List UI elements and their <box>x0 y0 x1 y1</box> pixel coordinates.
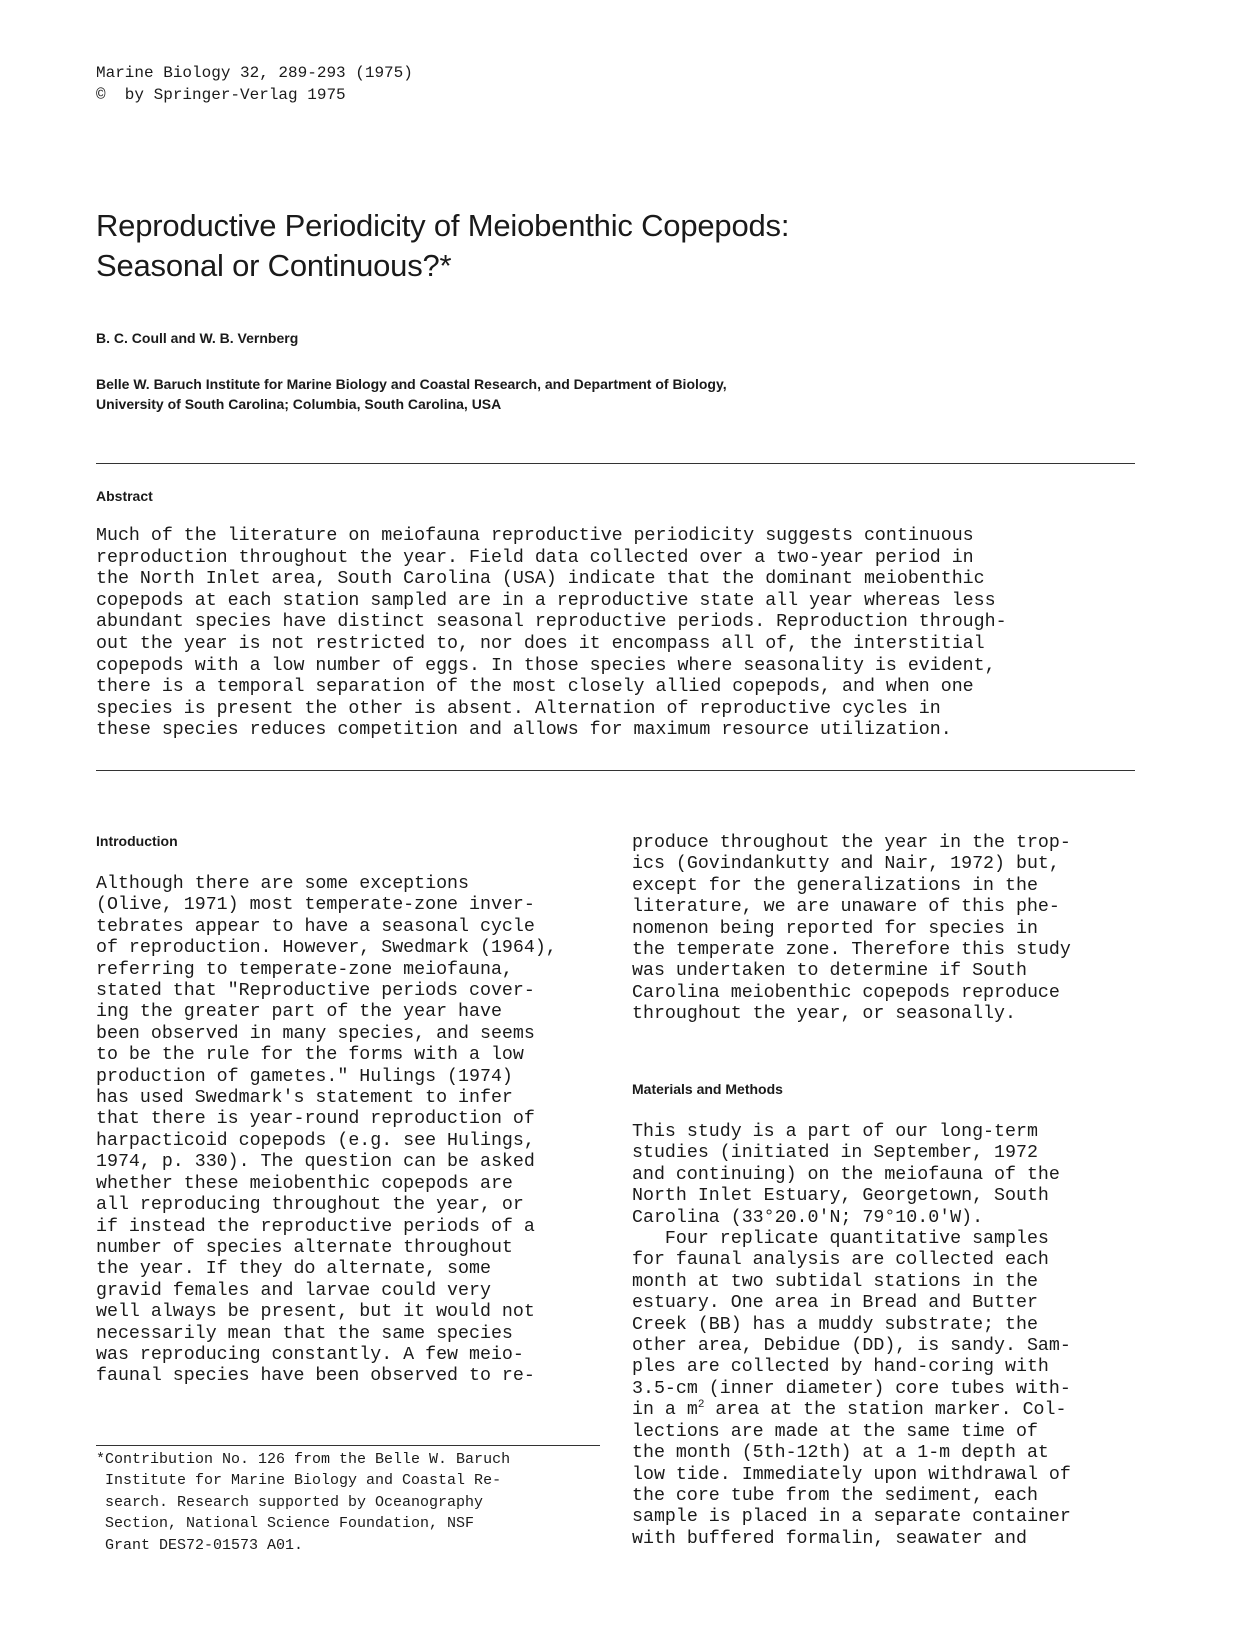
body-line: with buffered formalin, seawater and <box>632 1528 1027 1549</box>
abstract-line: these species reduces competition and allows for maximum resource utilization. <box>96 720 952 741</box>
body-line: month at two subtidal stations in the <box>632 1271 1038 1292</box>
body-line: the year. If they do alternate, some <box>96 1259 491 1280</box>
footnote-line: Grant DES72-01573 A01. <box>96 1536 304 1554</box>
body-line-with-superscript <box>632 1400 1071 1421</box>
body-line: referring to temperate-zone meiofauna, <box>96 959 513 980</box>
body-line: to be the rule for the forms with a low <box>96 1045 524 1066</box>
body-line: nomenon being reported for species in <box>632 918 1038 939</box>
body-line: was reproducing constantly. A few meio- <box>96 1344 524 1365</box>
body-line: North Inlet Estuary, Georgetown, South <box>632 1186 1049 1207</box>
journal-citation: Marine Biology 32, 289-293 (1975) <box>96 64 413 82</box>
methods-body <box>632 1122 1071 1550</box>
body-line: except for the generalizations in the <box>632 875 1038 896</box>
body-line: all reproducing throughout the year, or <box>96 1195 524 1216</box>
abstract-body <box>96 526 1007 742</box>
footnote <box>96 1449 510 1556</box>
footnote-line: Section, National Science Foundation, NSF <box>96 1515 475 1533</box>
body-line: ics (Govindankutty and Nair, 1972) but, <box>632 854 1060 875</box>
abstract-top-rule <box>96 463 1135 464</box>
abstract-line: there is a temporal separation of the most closely allied copepods, and when one <box>96 677 974 698</box>
paper-title-line-1: Reproductive Periodicity of Meiobenthic Copepods: <box>96 208 790 243</box>
footnote-line: Institute for Marine Biology and Coastal Re- <box>96 1472 502 1490</box>
body-line: if instead the reproductive periods of a <box>96 1216 535 1237</box>
body-line: 3.5-cm (inner diameter) core tubes with- <box>632 1378 1071 1399</box>
body-line: Carolina meiobenthic copepods reproduce <box>632 982 1060 1003</box>
body-line: Four replicate quantitative samples <box>632 1229 1049 1250</box>
journal-copyright: © by Springer-Verlag 1975 <box>96 86 346 104</box>
abstract-line: species is present the other is absent. Alternation of reproductive cycles in <box>96 698 941 719</box>
paper-title <box>96 206 789 286</box>
journal-header <box>96 62 413 106</box>
body-line: studies (initiated in September, 1972 <box>632 1143 1038 1164</box>
body-line: ples are collected by hand-coring with <box>632 1357 1049 1378</box>
body-line: ing the greater part of the year have <box>96 1002 502 1023</box>
body-line: Carolina (33°20.0'N; 79°10.0'W). <box>632 1207 984 1228</box>
abstract-line: copepods with a low number of eggs. In those species where seasonality is evident, <box>96 655 996 676</box>
body-line: number of species alternate throughout <box>96 1237 513 1258</box>
footnote-line: *Contribution No. 126 from the Belle W. Baruch <box>96 1451 511 1468</box>
body-line: gravid females and larvae could very <box>96 1280 491 1301</box>
paper-authors: B. C. Coull and W. B. Vernberg <box>96 330 299 346</box>
abstract-line: abundant species have distinct seasonal reproductive periods. Reproduction through- <box>96 612 1007 633</box>
body-line: for faunal analysis are collected each <box>632 1250 1049 1271</box>
introduction-heading: Introduction <box>96 833 178 849</box>
body-line: been observed in many species, and seems <box>96 1023 535 1044</box>
introduction-body <box>96 874 557 1388</box>
body-line: 1974, p. 330). The question can be asked <box>96 1152 535 1173</box>
affiliation-line-1: Belle W. Baruch Institute for Marine Biology and Coastal Research, and Department of Biology, <box>96 376 727 392</box>
body-line: production of gametes." Hulings (1974) <box>96 1066 513 1087</box>
body-line: Creek (BB) has a muddy substrate; the <box>632 1314 1038 1335</box>
footnote-rule <box>96 1445 600 1446</box>
footnote-line: search. Research supported by Oceanography <box>96 1493 484 1511</box>
body-line: other area, Debidue (DD), is sandy. Sam- <box>632 1336 1071 1357</box>
body-line: was undertaken to determine if South <box>632 961 1027 982</box>
body-line: necessarily mean that the same species <box>96 1323 513 1344</box>
abstract-bottom-rule <box>96 770 1135 771</box>
body-line: has used Swedmark's statement to infer <box>96 1088 513 1109</box>
body-line: harpacticoid copepods (e.g. see Hulings, <box>96 1130 535 1151</box>
body-line: that there is year-round reproduction of <box>96 1109 535 1130</box>
body-line: whether these meiobenthic copepods are <box>96 1173 513 1194</box>
body-line: (Olive, 1971) most temperate-zone inver- <box>96 895 535 916</box>
body-line: This study is a part of our long-term <box>632 1122 1038 1142</box>
sup-line-text: area at the station marker. Col- <box>704 1400 1067 1421</box>
body-line: lections are made at the same time of <box>632 1421 1038 1442</box>
body-line: sample is placed in a separate container <box>632 1507 1071 1528</box>
abstract-line: copepods at each station sampled are in a reproductive state all year whereas less <box>96 590 996 611</box>
abstract-line: reproduction throughout the year. Field data collected over a two-year period in <box>96 547 974 568</box>
sup-line-text: in a m <box>632 1400 698 1421</box>
body-line: stated that "Reproductive periods cover- <box>96 981 535 1002</box>
introduction-continuation <box>632 833 1071 1026</box>
body-line: tebrates appear to have a seasonal cycle <box>96 916 535 937</box>
body-line: Although there are some exceptions <box>96 874 469 894</box>
methods-heading: Materials and Methods <box>632 1081 783 1097</box>
body-line: well always be present, but it would not <box>96 1302 535 1323</box>
body-line: produce throughout the year in the trop- <box>632 833 1071 853</box>
body-line: of reproduction. However, Swedmark (1964), <box>96 938 557 959</box>
body-line: literature, we are unaware of this phe- <box>632 897 1060 918</box>
body-line: estuary. One area in Bread and Butter <box>632 1293 1038 1314</box>
author-affiliation <box>96 374 727 414</box>
body-line: and continuing) on the meiofauna of the <box>632 1164 1060 1185</box>
body-line: throughout the year, or seasonally. <box>632 1004 1016 1025</box>
body-line: the month (5th-12th) at a 1-m depth at <box>632 1443 1049 1464</box>
affiliation-line-2: University of South Carolina; Columbia, South Carolina, USA <box>96 396 502 412</box>
body-line: the core tube from the sediment, each <box>632 1485 1038 1506</box>
abstract-line: the North Inlet area, South Carolina (USA) indicate that the dominant meiobenthic <box>96 569 985 590</box>
abstract-line: out the year is not restricted to, nor does it encompass all of, the interstitial <box>96 633 985 654</box>
superscript-two: 2 <box>697 1399 705 1412</box>
body-line: faunal species have been observed to re- <box>96 1366 535 1387</box>
abstract-heading: Abstract <box>96 488 153 504</box>
paper-title-line-2: Seasonal or Continuous?* <box>96 248 452 283</box>
body-line: low tide. Immediately upon withdrawal of <box>632 1464 1071 1485</box>
abstract-line: Much of the literature on meiofauna reproductive periodicity suggests continuous <box>96 526 974 546</box>
body-line: the temperate zone. Therefore this study <box>632 940 1071 961</box>
